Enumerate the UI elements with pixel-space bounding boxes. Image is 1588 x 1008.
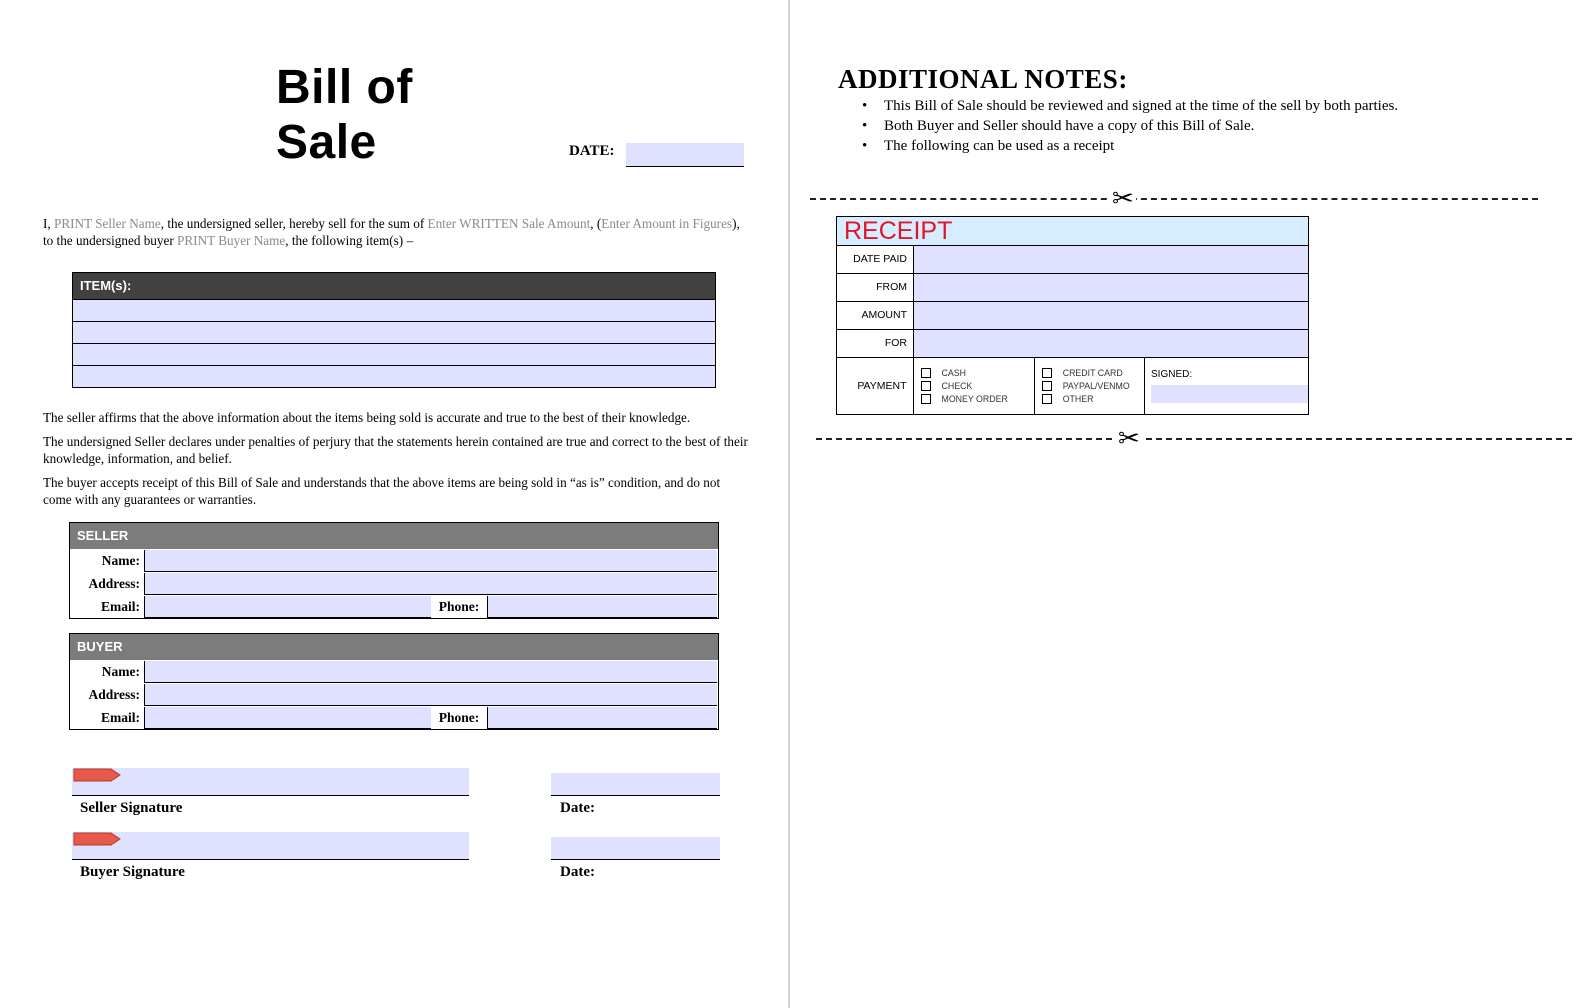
name-label: Name: — [101, 552, 140, 568]
email-label: Email: — [101, 598, 140, 614]
buyer-address-row — [70, 683, 718, 706]
seller-email-row — [70, 595, 718, 618]
as-is-paragraph: The buyer accepts receipt of this Bill of Sale and understands that the above items are being sold in “as is” condition, and do not come with any guarantees or warranties. — [43, 475, 721, 507]
cut-line-bottom — [816, 438, 1572, 440]
payment-option[interactable] — [1042, 379, 1144, 392]
item-field[interactable] — [73, 365, 715, 387]
address-label: Address: — [88, 686, 140, 702]
intro-text: , the undersigned seller, hereby sell for the sum of — [160, 216, 428, 231]
buyer-name-row — [70, 660, 718, 683]
seller-name-row — [70, 549, 718, 572]
phone-label: Phone: — [438, 598, 480, 614]
receipt-amount-row — [837, 302, 1308, 330]
intro-paragraph — [43, 216, 748, 249]
payment-option[interactable] — [1042, 366, 1144, 379]
intro-text: ), to the undersigned buyer — [43, 216, 740, 248]
from-label: FROM — [837, 274, 914, 301]
seller-date-label: Date: — [560, 800, 595, 816]
check-checkbox[interactable] — [921, 381, 931, 391]
amount-label: AMOUNT — [837, 302, 914, 329]
seller-address-row — [70, 572, 718, 595]
note-item: • Both Buyer and Seller should have a copy of this Bill of Sale. — [862, 116, 1398, 136]
signed-field[interactable] — [1151, 385, 1308, 403]
seller-phone-input[interactable] — [487, 596, 717, 618]
items-header: ITEM(s): — [73, 273, 715, 299]
option-label: PAYPAL/VENMO — [1062, 380, 1130, 391]
signed-label: SIGNED: — [1151, 369, 1193, 380]
amount-field[interactable] — [914, 302, 1308, 329]
date-label: DATE: — [569, 143, 615, 159]
seller-signature-field[interactable] — [72, 768, 469, 796]
payment-option[interactable] — [921, 379, 1034, 392]
signed-cell — [1145, 358, 1308, 414]
email-label: Email: — [101, 709, 140, 725]
seller-address-input[interactable] — [144, 573, 717, 595]
buyer-signature-label: Buyer Signature — [80, 864, 185, 880]
option-label: CASH — [941, 367, 966, 378]
payment-options-2 — [1035, 358, 1145, 414]
buyer-section — [69, 633, 719, 730]
note-item: • This Bill of Sale should be reviewed and signed at the time of the sell by both parties. — [862, 96, 1398, 116]
item-field[interactable] — [73, 343, 715, 365]
note-item: • The following can be used as a receipt — [862, 136, 1398, 156]
seller-date-field[interactable] — [551, 773, 720, 796]
buyer-header: BUYER — [70, 634, 718, 660]
date-field[interactable] — [626, 143, 744, 167]
amount-figures-field[interactable]: Enter Amount in Figures — [601, 216, 733, 231]
buyer-email-row — [70, 706, 718, 729]
seller-name-input[interactable] — [144, 550, 717, 572]
sign-here-tag-icon — [73, 768, 121, 782]
option-label: CHECK — [941, 380, 973, 391]
name-label: Name: — [101, 663, 140, 679]
buyer-date-label: Date: — [560, 864, 595, 880]
other-checkbox[interactable] — [1042, 394, 1052, 404]
buyer-address-input[interactable] — [144, 684, 717, 706]
seller-name-field[interactable]: PRINT Seller Name — [54, 216, 161, 231]
buyer-name-input[interactable] — [144, 661, 717, 683]
receipt — [836, 216, 1309, 415]
item-field[interactable] — [73, 299, 715, 321]
receipt-title: RECEIPT — [837, 217, 1308, 246]
option-label: OTHER — [1062, 393, 1094, 404]
receipt-for-row — [837, 330, 1308, 358]
buyer-date-field[interactable] — [551, 837, 720, 860]
buyer-phone-input[interactable] — [487, 707, 717, 729]
perjury-paragraph: The undersigned Seller declares under penalties of perjury that the statements herein contained are true and correct to the best of their knowledge, information, and belief. — [43, 434, 748, 466]
for-label: FOR — [837, 330, 914, 357]
affirmation-paragraph: The seller affirms that the above information about the items being sold is accurate and true to the best of their knowledge. — [43, 410, 691, 425]
payment-option[interactable] — [1042, 392, 1144, 405]
seller-section — [69, 522, 719, 619]
intro-text: I, — [43, 216, 54, 231]
buyer-name-field[interactable]: PRINT Buyer Name — [177, 232, 286, 248]
receipt-date-paid-row — [837, 246, 1308, 274]
notes-list — [862, 96, 1398, 156]
receipt-payment-row — [837, 358, 1308, 414]
option-label: CREDIT CARD — [1062, 367, 1123, 378]
items-table — [72, 272, 716, 388]
credit-card-checkbox[interactable] — [1042, 368, 1052, 378]
amount-written-field[interactable]: Enter WRITTEN Sale Amount — [427, 216, 591, 231]
date-paid-label: DATE PAID — [837, 246, 914, 273]
cash-checkbox[interactable] — [921, 368, 931, 378]
payment-options-1 — [914, 358, 1035, 414]
date-paid-field[interactable] — [914, 246, 1308, 273]
buyer-email-input[interactable] — [144, 707, 431, 729]
document-title: Bill of Sale — [276, 61, 413, 169]
cut-line-top — [810, 198, 1538, 200]
scissors-icon: ✂ — [1112, 184, 1134, 213]
seller-email-input[interactable] — [144, 596, 431, 618]
seller-header: SELLER — [70, 523, 718, 549]
additional-notes-title: ADDITIONAL NOTES: — [838, 64, 1128, 94]
for-field[interactable] — [914, 330, 1308, 357]
buyer-signature-field[interactable] — [72, 832, 469, 860]
money-order-checkbox[interactable] — [921, 394, 931, 404]
sign-here-tag-icon — [73, 832, 121, 846]
payment-label: PAYMENT — [837, 358, 914, 414]
option-label: MONEY ORDER — [941, 393, 1008, 404]
receipt-from-row — [837, 274, 1308, 302]
page-divider — [788, 0, 790, 1008]
address-label: Address: — [88, 575, 140, 591]
item-field[interactable] — [73, 321, 715, 343]
seller-signature-label: Seller Signature — [80, 800, 183, 816]
paypal-venmo-checkbox[interactable] — [1042, 381, 1052, 391]
from-field[interactable] — [914, 274, 1308, 301]
payment-option[interactable] — [921, 366, 1034, 379]
payment-option[interactable] — [921, 392, 1034, 405]
scissors-icon: ✂ — [1118, 424, 1140, 453]
intro-text: , ( — [590, 216, 602, 231]
phone-label: Phone: — [438, 709, 480, 725]
intro-text: , the following item(s) – — [285, 232, 414, 248]
